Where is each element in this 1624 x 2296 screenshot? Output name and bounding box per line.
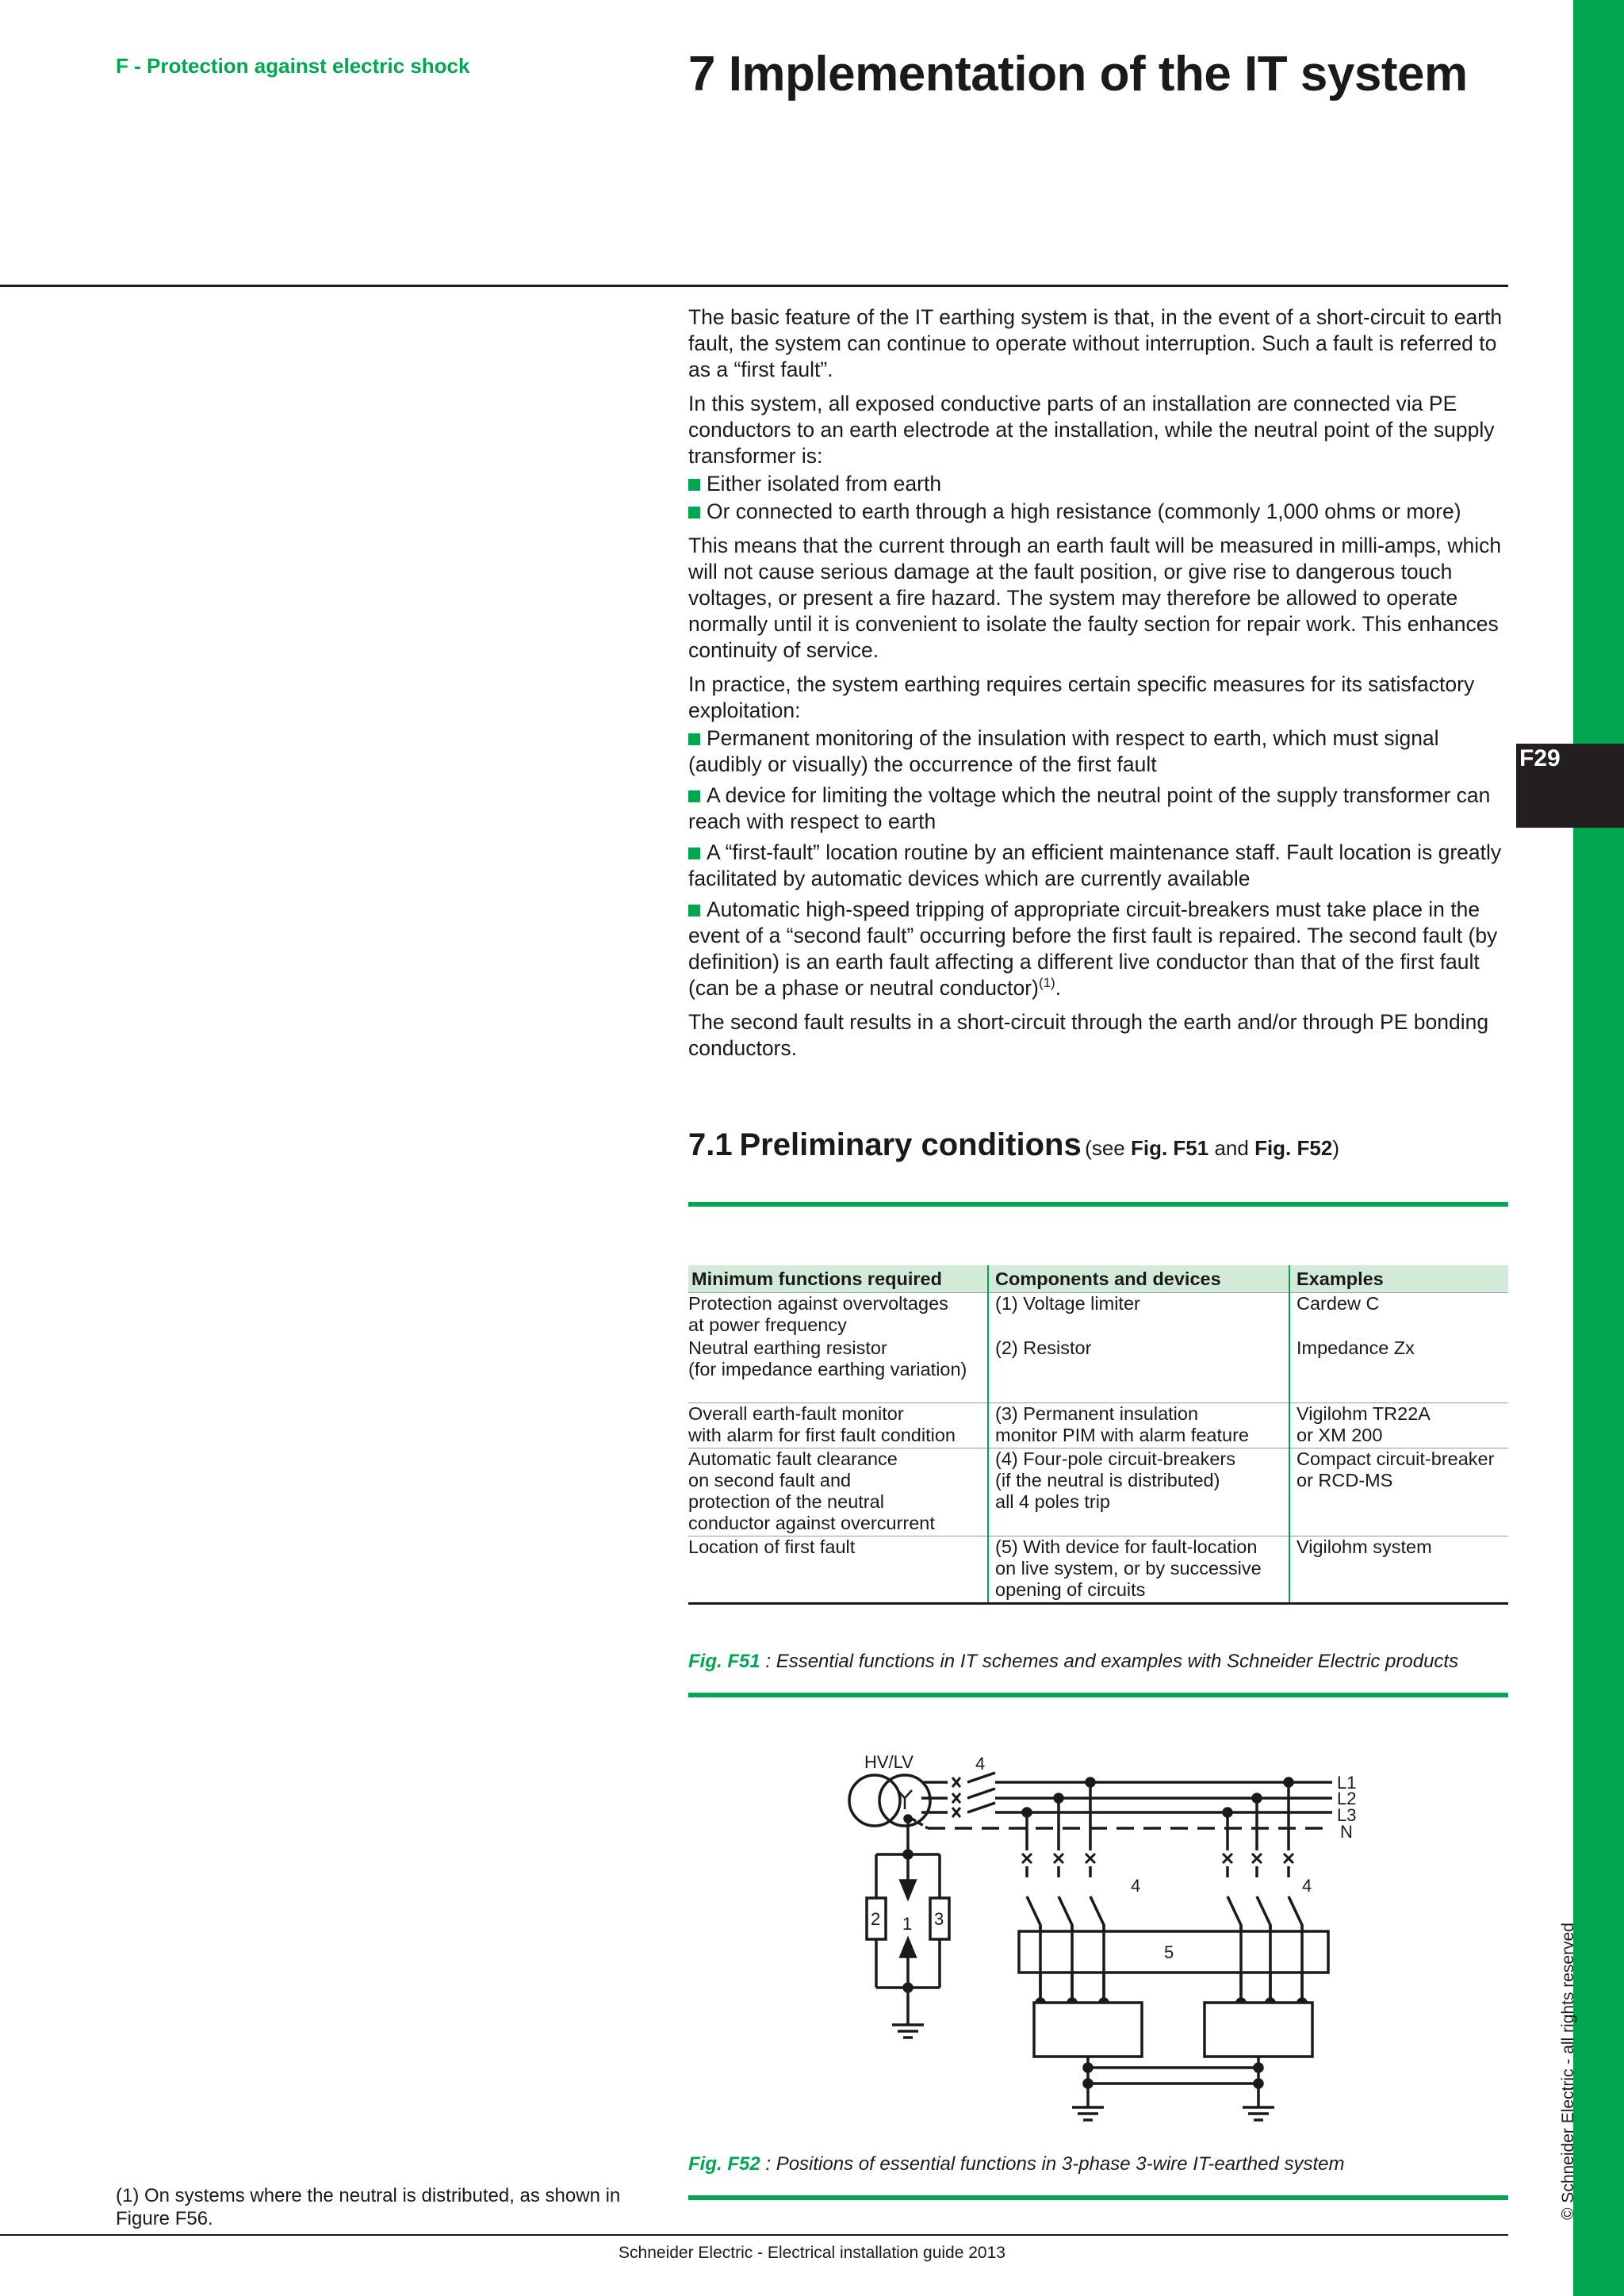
table-row — [688, 1536, 1508, 1604]
busbars — [912, 1782, 1332, 1828]
table-cell: Vigilohm TR22A or XM 200 — [1289, 1403, 1508, 1448]
paragraph-2: In this system, all exposed conductive parts of an installation are connected via PE conductors to an earth electrode at the installation, while the neutral point of the supply transformer is: — [688, 392, 1495, 468]
page-number: F29 — [1519, 745, 1561, 771]
fig52-rule — [688, 2195, 1508, 2200]
page-footer: Schneider Electric - Electrical installation guide 2013 — [619, 2244, 1005, 2262]
paragraph-5: The second fault results in a short-circuit through the earth and/or through PE bonding conductors. — [688, 1010, 1489, 1060]
fig51-caption: Fig. F51 : Essential functions in IT schemes and examples with Schneider Electric products — [688, 1651, 1459, 1672]
footnote-ref: (1) — [1038, 975, 1055, 991]
fig52-label: Fig. F52 — [688, 2153, 760, 2175]
main-breaker-label: 4 — [975, 1754, 986, 1774]
bullet-square-icon — [688, 790, 700, 802]
copyright-notice: © Schneider Electric - all rights reserved — [1559, 1923, 1577, 2220]
bullet-item: Permanent monitoring of the insulation with respect to earth, which must signal (audibly or visually) the occurrence of the first fault — [688, 726, 1439, 776]
footnote: (1) On systems where the neutral is distributed, as shown in Figure F56. — [116, 2185, 621, 2229]
left-breaker-label: 4 — [1131, 1876, 1141, 1896]
subsection-title: Preliminary conditions — [739, 1127, 1082, 1162]
limiter-label: 1 — [902, 1914, 913, 1934]
paragraph-1: The basic feature of the IT earthing system is that, in the event of a short-circuit to earth fault, the system can continue to operate without interruption. Such a fault is referred to as a “first fault”. — [688, 305, 1503, 381]
paragraph-3: This means that the current through an earth fault will be measured in milli-amps, which will not cause serious damage at the fault position, or give rise to dangerous touch voltages, or present a fire hazard. The system may therefore be allowed to operate normally until it is convenient to isolate the faulty section for repair work. This enhances continuity of service. — [688, 534, 1502, 662]
subsection-heading — [688, 1127, 1339, 1163]
table-row — [688, 1448, 1508, 1536]
section-header: F - Protection against electric shock — [116, 54, 470, 78]
table-header-cell: Minimum functions required — [688, 1265, 988, 1293]
right-breaker-label: 4 — [1302, 1876, 1312, 1896]
bullet-item: Automatic high-speed tripping of appropriate circuit-breakers must take place in the event of a “second fault” occurring before the first fault is repaired. The second fault (by definition) is an earth fault affecting a different live conductor than that of the first fault (can be a phase or neutral conductor)$^{(1)}$. — [688, 897, 1498, 1000]
subsection-rule — [688, 1202, 1508, 1207]
table-row — [688, 1403, 1508, 1448]
fig51-rule — [688, 1693, 1508, 1697]
transformer-label: HV/LV — [864, 1752, 914, 1772]
bullet-square-icon — [688, 905, 700, 916]
table-header-cell: Components and devices — [988, 1265, 1289, 1293]
phase-label-l1: L1 — [1337, 1773, 1357, 1793]
table-cell: Vigilohm system — [1289, 1536, 1508, 1604]
table-cell: Protection against overvoltages at power frequency — [688, 1293, 988, 1338]
table-cell: (5) With device for fault-location on live system, or by successive opening of circuits — [988, 1536, 1289, 1604]
table-cell: (4) Four-pole circuit-breakers (if the neutral is distributed) all 4 poles trip — [988, 1448, 1289, 1536]
table-cell: Impedance Zx — [1289, 1337, 1508, 1403]
fig52-caption: Fig. F52 : Positions of essential functions in 3-phase 3-wire IT-earthed system — [688, 2153, 1345, 2175]
chapter-title: 7 Implementation of the IT system — [688, 47, 1468, 101]
neutral-label: N — [1340, 1822, 1353, 1842]
table-cell: Compact circuit-breaker or RCD-MS — [1289, 1448, 1508, 1536]
fault-locator — [1019, 1925, 1328, 2003]
table-cell: Location of first fault — [688, 1536, 988, 1604]
table-header-row — [688, 1265, 1508, 1293]
transformer-symbol — [849, 1775, 930, 1826]
bullet-square-icon — [688, 479, 700, 491]
paragraph-4: In practice, the system earthing requires certain specific measures for its satisfactory exploitation: — [688, 672, 1475, 722]
bullet-item: A device for limiting the voltage which the neutral point of the supply transformer can reach with respect to earth — [688, 783, 1491, 833]
table-cell: Cardew C — [1289, 1293, 1508, 1338]
bullet-item: A “first-fault” location routine by an efficient maintenance staff. Fault location is greatly facilitated by automatic devices which are currently available — [688, 840, 1502, 890]
bottom-divider — [0, 2234, 1508, 2236]
subsection-figure-ref: (see Fig. F51 and Fig. F52) — [1085, 1136, 1339, 1160]
side-color-bar — [1573, 0, 1624, 2296]
monitor-label: 3 — [934, 1909, 944, 1929]
table-cell: (2) Resistor — [988, 1337, 1289, 1403]
table-row — [688, 1337, 1508, 1403]
bullet-item: Either isolated from earth — [688, 471, 1513, 497]
table-cell: (3) Permanent insulation monitor PIM with alarm feature — [988, 1403, 1289, 1448]
locator-label: 5 — [1164, 1942, 1174, 1962]
table-cell: Neutral earthing resistor (for impedance earthing variation) — [688, 1337, 967, 1380]
subsection-number: 7.1 — [688, 1127, 733, 1162]
table-cell: (1) Voltage limiter — [988, 1293, 1289, 1338]
table-cell: Automatic fault clearance on second fault and protection of the neutral conductor against overcurrent — [688, 1448, 988, 1536]
table-header-cell: Examples — [1289, 1265, 1508, 1293]
bullet-item: Or connected to earth through a high resistance (commonly 1,000 ohms or more) — [688, 499, 1513, 525]
phase-label-l2: L2 — [1337, 1789, 1357, 1808]
table-row — [688, 1293, 1508, 1338]
it-system-diagram — [833, 1741, 1388, 2122]
bullet-square-icon — [688, 733, 700, 745]
body-text — [688, 304, 1513, 1070]
bullet-square-icon — [688, 507, 700, 519]
bullet-square-icon — [688, 848, 700, 859]
top-divider — [0, 285, 1508, 287]
resistor-label: 2 — [871, 1909, 881, 1929]
pe-bonding — [1088, 2068, 1258, 2084]
functions-table — [688, 1265, 1508, 1605]
table-cell: Overall earth-fault monitor with alarm for first fault condition — [688, 1403, 988, 1448]
page-number-tab — [1516, 744, 1624, 828]
phase-label-l3: L3 — [1337, 1805, 1357, 1825]
fig51-label: Fig. F51 — [688, 1651, 760, 1672]
main-breaker — [921, 1773, 995, 1817]
